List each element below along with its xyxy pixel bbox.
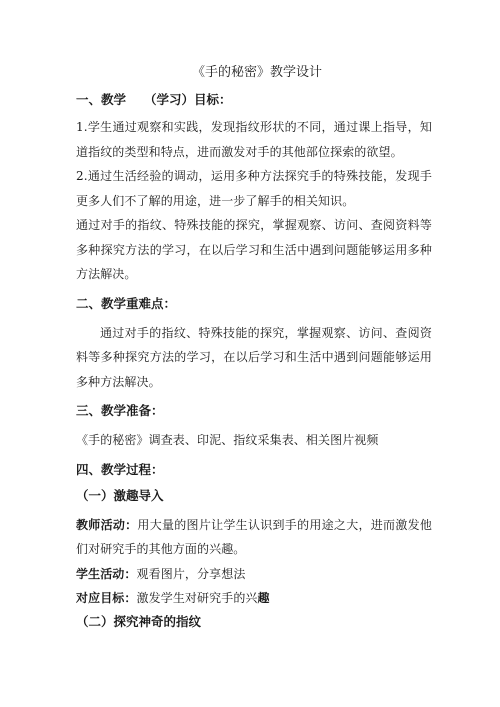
corresponding-goal bbox=[76, 586, 432, 611]
corresponding-goal-label: 对应目标： bbox=[76, 591, 137, 605]
corresponding-goal-tail: 趣 bbox=[257, 591, 270, 605]
teacher-activity-label: 教师活动： bbox=[76, 517, 138, 532]
subsection-heading-intro: （一）激趣导入 bbox=[76, 487, 164, 503]
section-heading-objectives bbox=[76, 91, 432, 109]
corresponding-goal-text: 激发学生对研究手的兴 bbox=[136, 591, 258, 605]
document-title: 《手的秘密》教学设计 bbox=[191, 65, 322, 80]
heading-part-b: （学习）目标： bbox=[144, 92, 232, 107]
heading-part-a: 一、教学 bbox=[76, 92, 127, 107]
section-heading-key-points: 二、教学重难点： bbox=[76, 295, 177, 311]
key-points-paragraph: 通过对手的指纹、特殊技能的探究，掌握观察、访问、查阅资料等多种探究方法的学习，在以后学习和生活中遇到问题能够运用多种方法解决。 bbox=[76, 325, 432, 389]
student-activity bbox=[76, 562, 432, 587]
student-activity-label: 学生活动： bbox=[76, 566, 137, 581]
section-heading-process: 四、教学过程： bbox=[76, 461, 164, 477]
objective-paragraph-3: 通过对手的指纹、特殊技能的探究，掌握观察、访问、查阅资料等多种探究方法的学习，在以后学习和生活中遇到问题能够运用多种方法解决。 bbox=[76, 218, 432, 281]
preparation-paragraph: 《手的秘密》调查表、印泥、指纹采集表、相关图片视频 bbox=[76, 433, 379, 447]
objective-paragraph-1: 1.学生通过观察和实践，发现指纹形状的不同，通过课上指导，知道指纹的类型和特点，进而激发对手的其他部位探索的欲望。 bbox=[76, 120, 432, 159]
section-heading-preparation: 三、教学准备： bbox=[76, 403, 164, 418]
student-activity-text: 观看图片，分享想法 bbox=[136, 566, 246, 581]
subsection-heading-fingerprints: （二）探究神奇的指纹 bbox=[76, 613, 202, 629]
objective-paragraph-2: 2.通过生活经验的调动，运用多种方法探究手的特殊技能，发现手更多人们不了解的用途，进一步了解手的相关知识。 bbox=[76, 169, 432, 208]
teacher-activity bbox=[76, 513, 432, 562]
teacher-activity-text: 用大量的图片让学生认识到手的用途之大，进而激发他们对研究手的其他方面的兴趣。 bbox=[76, 517, 432, 556]
